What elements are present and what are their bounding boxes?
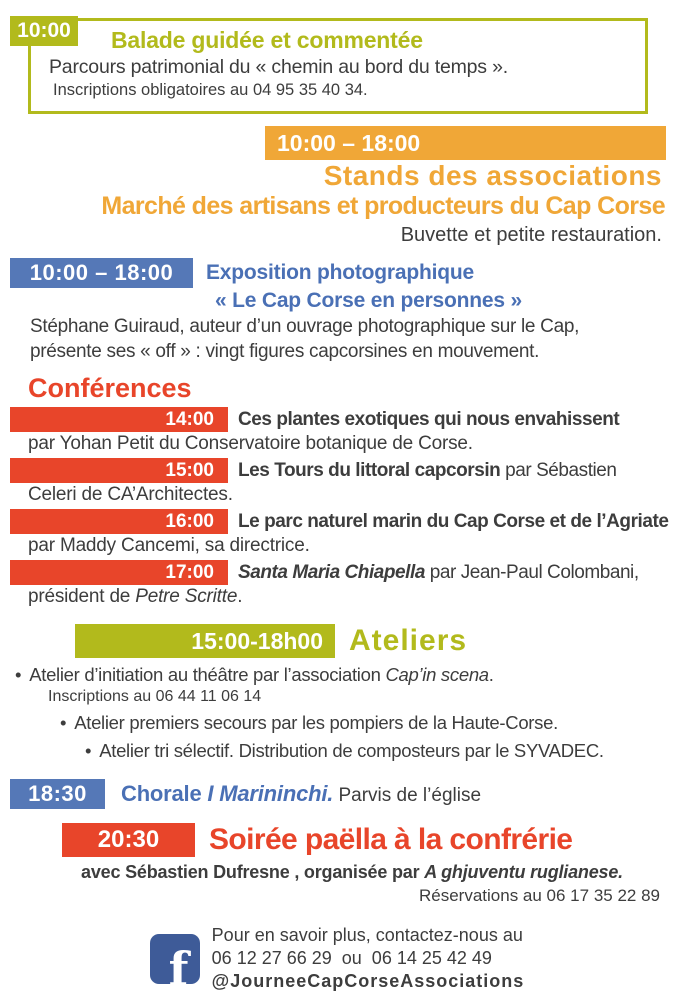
paella-title: Soirée paëlla à la confrérie: [209, 823, 573, 856]
expo-title-line1: Exposition photographique: [206, 261, 474, 284]
chorale-section: [0, 779, 674, 809]
stands-section: [0, 126, 674, 248]
conference-time: 14:00: [165, 408, 214, 430]
conferences-section: [0, 374, 674, 608]
conference-speaker: par Yohan Petit du Conservatoire botanique de Corse.: [28, 433, 473, 454]
stands-time-bar: [265, 126, 666, 160]
conference-time: 17:00: [165, 561, 214, 583]
ateliers-time: 15:00-18h00: [191, 627, 323, 654]
conference-title: Le parc naturel marin du Cap Corse et de l’Agriate: [238, 510, 669, 532]
atelier-registration-note: Inscriptions au 06 44 11 06 14: [48, 688, 262, 705]
conference-item: [0, 458, 674, 506]
bullet-icon: •: [60, 712, 67, 733]
facebook-icon[interactable]: f: [150, 934, 200, 984]
conference-item: [0, 407, 674, 455]
conference-title: Santa Maria Chiapella par Jean-Paul Colombani,: [238, 561, 639, 583]
conference-item: [0, 560, 674, 608]
balade-section: [17, 18, 648, 114]
conference-title: Ces plantes exotiques qui nous envahissent: [238, 408, 620, 430]
stands-note: Buvette et petite restauration.: [400, 224, 662, 246]
conference-time-bar: [10, 458, 228, 483]
conference-title: Les Tours du littoral capcorsin par Sébastien: [238, 459, 617, 481]
conference-time-bar: [10, 560, 228, 585]
paella-section: [0, 823, 674, 906]
atelier-item-theatre: • Atelier d’initiation au théâtre par l’association Cap’in scena.: [15, 664, 494, 685]
footer-contact-line: Pour en savoir plus, contactez-nous au: [211, 925, 523, 945]
paella-time-badge: 20:30: [62, 823, 195, 857]
expo-section: [0, 258, 674, 364]
ateliers-time-bar: [75, 624, 335, 658]
chorale-time-badge: 18:30: [10, 779, 105, 809]
conference-time: 16:00: [165, 510, 214, 532]
facebook-handle: @JourneeCapCorseAssociations: [211, 971, 525, 991]
chorale-location: Parvis de l’église: [333, 785, 482, 806]
atelier-item-tri: • Atelier tri sélectif. Distribution de composteurs par le SYVADEC.: [85, 740, 604, 761]
conference-time-bar: [10, 407, 228, 432]
conference-time: 15:00: [165, 459, 214, 481]
event-program-poster: [0, 18, 674, 996]
footer-phone-numbers: 06 12 27 66 29 ou 06 14 25 42 49: [211, 948, 492, 968]
atelier-item-secours: • Atelier premiers secours par les pompiers de la Haute-Corse.: [60, 712, 558, 733]
footer-contact: [0, 924, 674, 996]
paella-organizer: avec Sébastien Dufresne , organisée par A ghjuventu ruglianese.: [81, 862, 623, 882]
conference-item: [0, 509, 674, 557]
expo-time-badge: 10:00 – 18:00: [10, 258, 193, 288]
ateliers-section: [0, 624, 674, 763]
ateliers-heading: Ateliers: [349, 624, 468, 657]
expo-title-line2: « Le Cap Corse en personnes »: [215, 289, 522, 312]
paella-reservation: Réservations au 06 17 35 22 89: [418, 886, 660, 905]
balade-description: Parcours patrimonial du « chemin au bord du temps ».: [49, 56, 508, 78]
bullet-icon: •: [15, 664, 22, 685]
stands-title: Stands des associations: [323, 160, 662, 191]
conference-speaker: par Maddy Cancemi, sa directrice.: [28, 535, 310, 556]
balade-title: Balade guidée et commentée: [111, 27, 423, 53]
conference-speaker: président de Petre Scritte.: [28, 586, 243, 607]
conference-speaker: Celeri de CA’Architectes.: [28, 484, 233, 505]
conference-time-bar: [10, 509, 228, 534]
expo-body-line1: Stéphane Guiraud, auteur d’un ouvrage photographique sur le Cap,: [30, 316, 580, 337]
expo-body-line2: présente ses « off » : vingt figures capcorsines en mouvement.: [30, 341, 540, 362]
conferences-heading: Conférences: [28, 373, 192, 403]
chorale-name: Chorale: [121, 781, 208, 806]
stands-time: 10:00 – 18:00: [277, 129, 421, 156]
balade-time-badge: 10:00: [10, 16, 78, 46]
bullet-icon: •: [85, 740, 92, 761]
chorale-name-corsican: I Marininchi.: [207, 781, 334, 806]
balade-registration-note: Inscriptions obligatoires au 04 95 35 40 34.: [53, 81, 368, 99]
stands-subtitle: Marché des artisans et producteurs du Cap Corse: [101, 192, 665, 220]
